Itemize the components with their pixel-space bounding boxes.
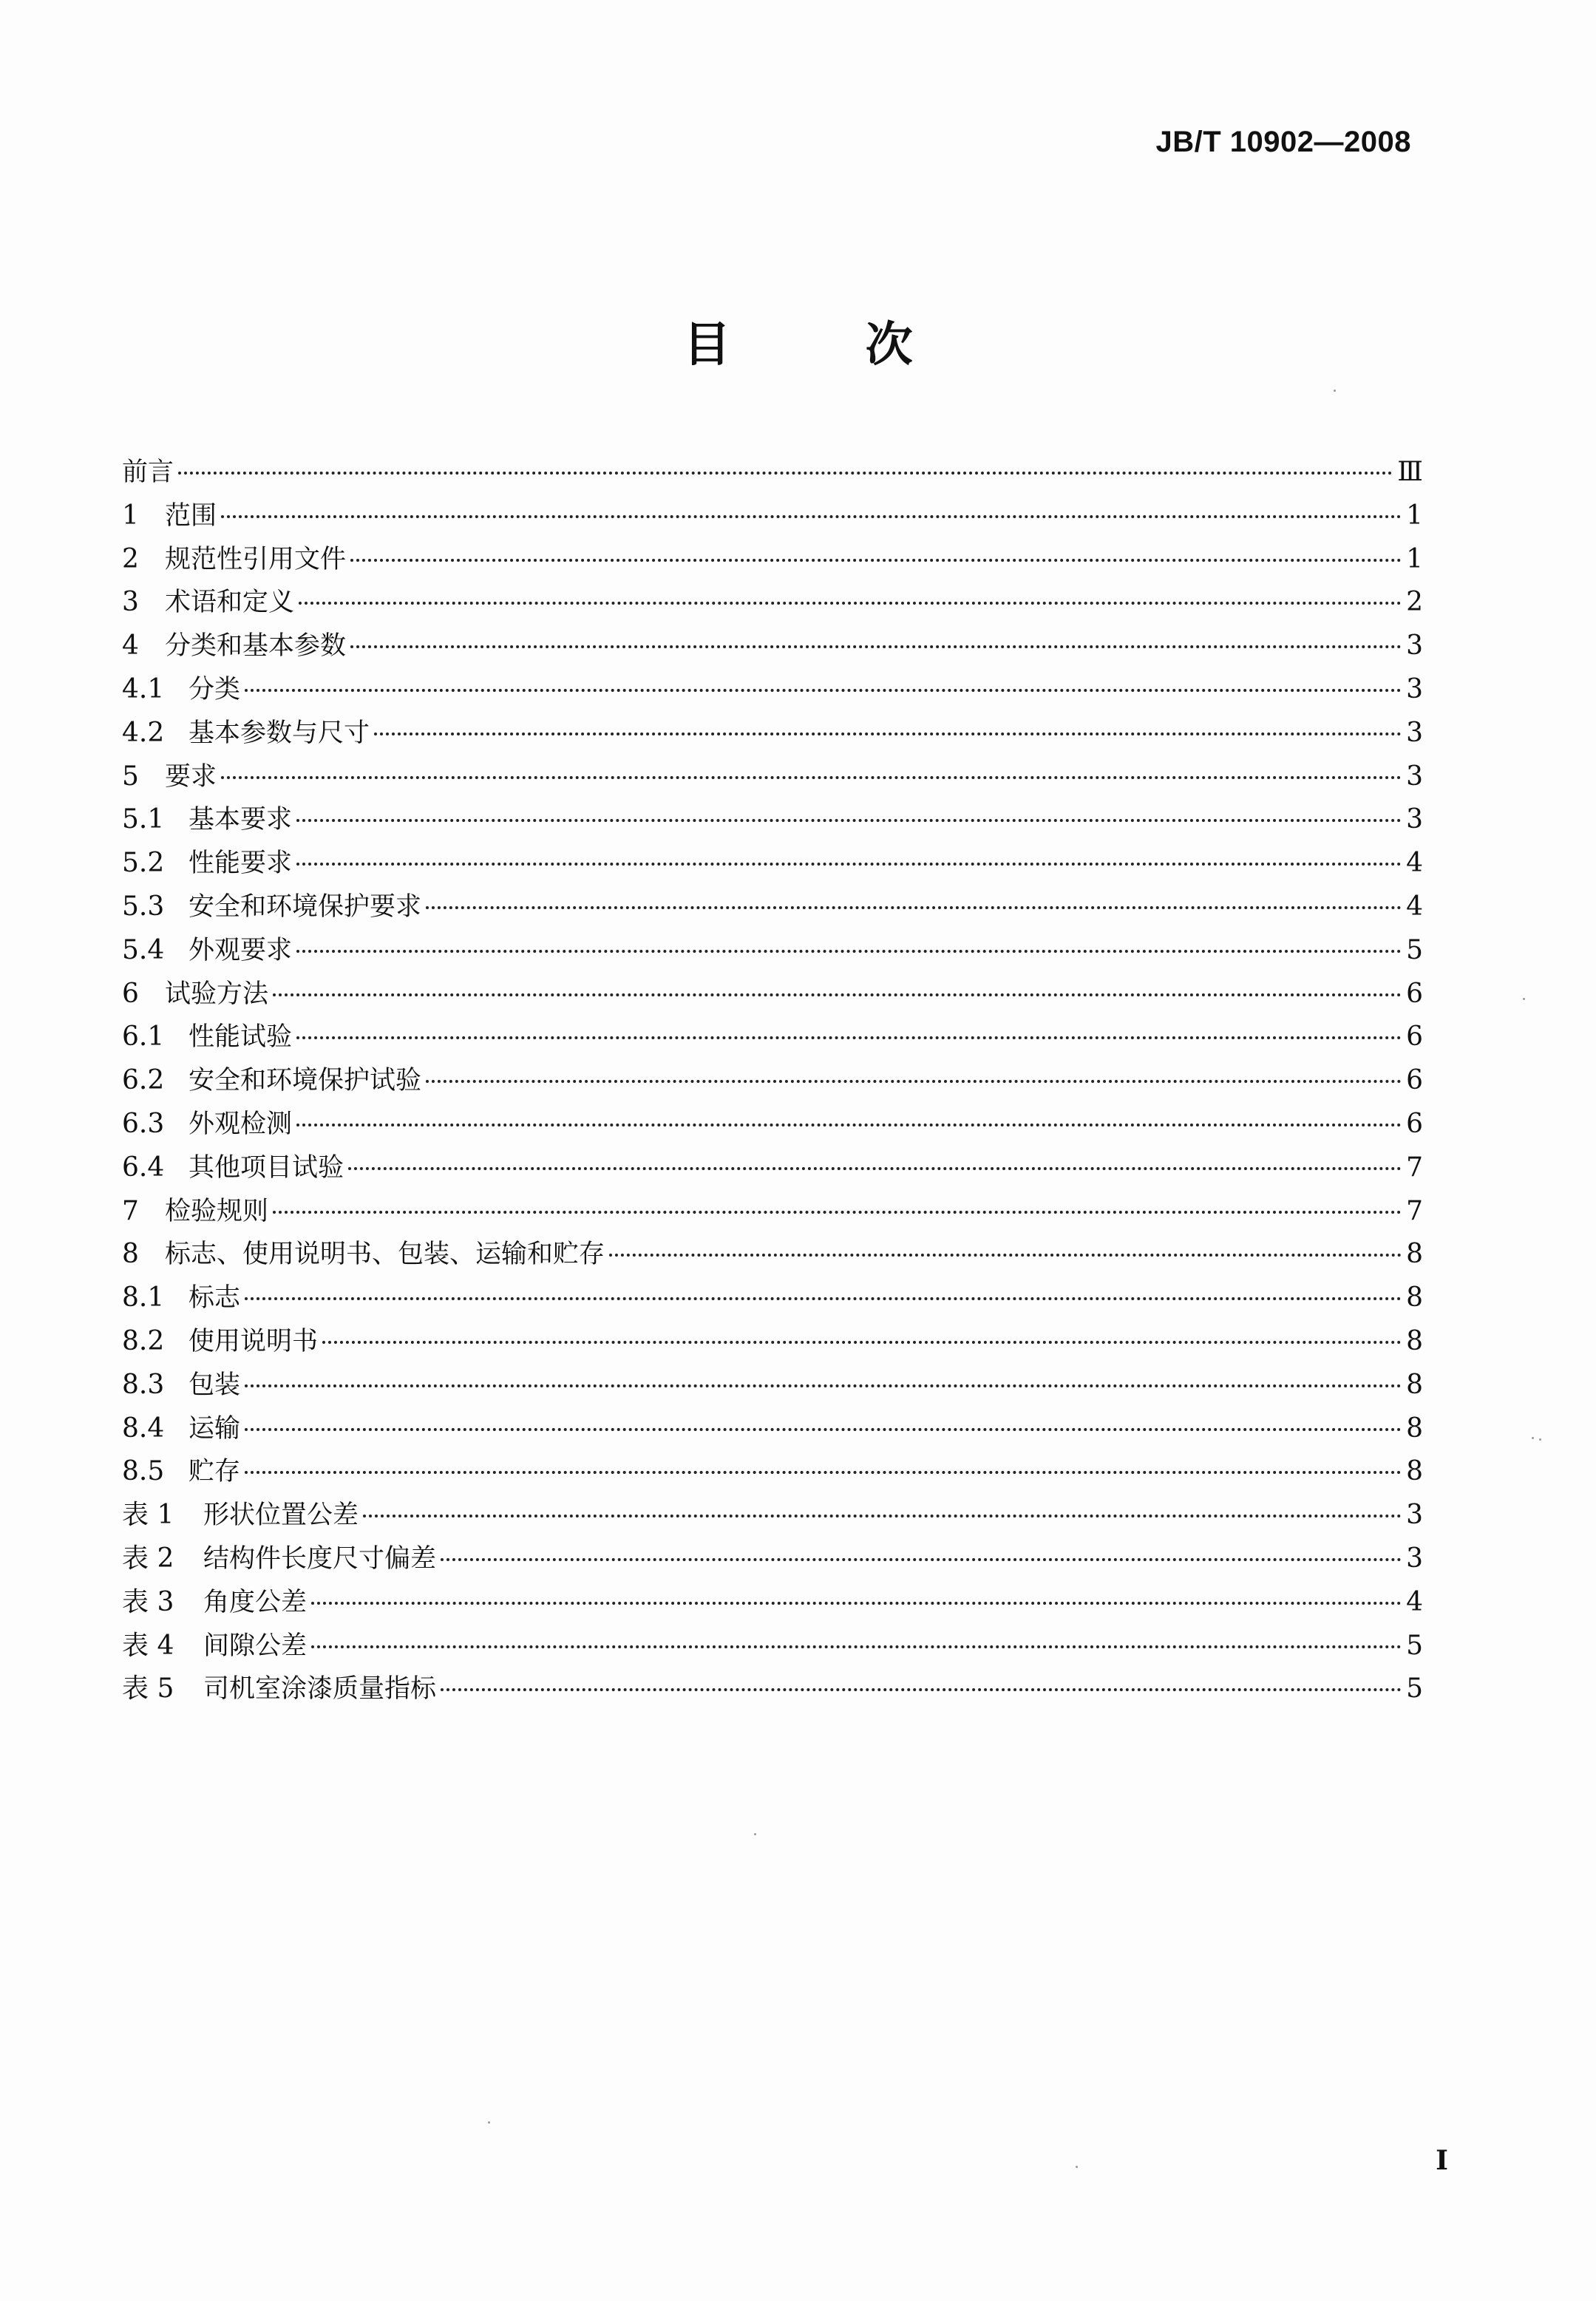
toc-entry-number: 6.2 [122, 1065, 165, 1096]
dot-leader [296, 1124, 1402, 1126]
toc-entry-label: 包装 [189, 1370, 241, 1400]
toc-entry-page: 3 [1406, 673, 1423, 704]
toc-entry-page: 3 [1406, 1500, 1423, 1531]
toc-entry-label: 间隙公差 [203, 1631, 308, 1661]
toc-entry[interactable] [122, 494, 1423, 538]
toc-entry-page: 3 [1406, 717, 1423, 748]
dot-leader [221, 776, 1402, 779]
toc-entry[interactable] [122, 886, 1423, 929]
page-number: I [1436, 2145, 1448, 2176]
dot-leader [426, 906, 1402, 909]
toc-entry-number: 7 [122, 1195, 139, 1226]
dot-leader [245, 1384, 1402, 1387]
dot-leader [245, 689, 1402, 692]
toc-entry-page: 3 [1406, 761, 1423, 792]
toc-entry-label: 司机室涂漆质量指标 [203, 1674, 437, 1704]
toc-entry-number: 5.3 [122, 891, 165, 922]
toc-entry-label: 检验规则 [165, 1196, 269, 1226]
toc-entry-page: 8 [1406, 1282, 1423, 1313]
toc-entry-number: 表 1 [122, 1500, 174, 1531]
toc-entry-number: 8.4 [122, 1413, 165, 1444]
dot-leader [245, 1471, 1402, 1474]
toc-entry[interactable] [122, 1625, 1423, 1668]
toc-entry-number: 8 [122, 1239, 139, 1270]
toc-entry[interactable] [122, 581, 1423, 625]
dot-leader [441, 1558, 1402, 1561]
toc-entry-number: 8.5 [122, 1456, 165, 1487]
toc-entry[interactable] [122, 625, 1423, 668]
toc-entry-number: 表 2 [122, 1543, 174, 1574]
toc-entry[interactable] [122, 1494, 1423, 1537]
toc-entry-label: 外观要求 [189, 935, 293, 965]
toc-entry-label: 安全和环境保护试验 [189, 1066, 422, 1096]
toc-entry-label: 贮存 [189, 1457, 241, 1487]
dot-leader [426, 1080, 1402, 1083]
toc-entry-number: 5 [122, 761, 139, 792]
toc-entry-label: 其他项目试验 [189, 1152, 344, 1183]
toc-entry-label: 基本参数与尺寸 [189, 718, 370, 748]
toc-entry-page: 7 [1406, 1195, 1423, 1226]
toc-entry-page: 8 [1406, 1239, 1423, 1270]
toc-entry-label: 形状位置公差 [203, 1500, 359, 1531]
toc-entry-page: 2 [1406, 587, 1423, 618]
toc-title: 目 次 [683, 318, 972, 373]
toc-entry-page: 8 [1406, 1413, 1423, 1444]
toc-entry-label: 外观检测 [189, 1109, 293, 1139]
toc-entry-page: 1 [1406, 500, 1423, 531]
toc-entry-label: 前言 [122, 458, 174, 487]
dot-leader [296, 950, 1402, 953]
standard-code: JB/T 10902—2008 [1155, 126, 1411, 158]
scan-speck [1076, 2166, 1078, 2168]
dot-leader [350, 645, 1402, 648]
scan-speck [1539, 1438, 1541, 1441]
toc-entry-number: 4.1 [122, 673, 165, 704]
toc-entry[interactable] [122, 1277, 1423, 1320]
toc-entry[interactable] [122, 1537, 1423, 1581]
dot-leader [273, 1211, 1402, 1214]
table-of-contents [122, 451, 1423, 1711]
scan-speck [1334, 390, 1336, 392]
toc-entry-page: 6 [1406, 1108, 1423, 1139]
dot-leader [441, 1688, 1402, 1691]
toc-entry-page: 3 [1406, 1543, 1423, 1574]
scan-speck [488, 2121, 490, 2124]
toc-entry[interactable] [122, 1407, 1423, 1451]
toc-entry-number: 6.1 [122, 1022, 165, 1053]
toc-entry-label: 术语和定义 [165, 588, 295, 618]
dot-leader [178, 472, 1393, 475]
toc-entry-number: 6.3 [122, 1108, 165, 1139]
dot-leader [322, 1341, 1402, 1344]
toc-entry-label: 要求 [165, 761, 217, 792]
toc-entry[interactable] [122, 1146, 1423, 1190]
dot-leader [221, 515, 1402, 518]
toc-entry-label: 结构件长度尺寸偏差 [203, 1543, 437, 1574]
toc-entry-page: 3 [1406, 631, 1423, 662]
toc-entry-page: 3 [1406, 804, 1423, 835]
toc-entry[interactable] [122, 668, 1423, 712]
toc-entry-label: 分类 [189, 674, 241, 704]
toc-entry-number: 5.1 [122, 804, 165, 835]
toc-entry-number: 8.2 [122, 1325, 165, 1356]
toc-entry-label: 基本要求 [189, 805, 293, 835]
toc-entry-number: 2 [122, 543, 139, 574]
toc-entry-label: 角度公差 [203, 1587, 308, 1617]
dot-leader [296, 1036, 1402, 1039]
dot-leader [311, 1602, 1402, 1605]
scan-speck [1532, 1437, 1534, 1439]
toc-entry-label: 试验方法 [165, 979, 269, 1009]
toc-entry-page: 5 [1406, 1673, 1423, 1704]
toc-entry-number: 8.1 [122, 1282, 165, 1313]
toc-entry[interactable] [122, 712, 1423, 755]
toc-entry-page: 5 [1406, 1630, 1423, 1661]
toc-entry-number: 1 [122, 500, 139, 531]
scan-speck [754, 1833, 756, 1835]
toc-entry[interactable] [122, 1668, 1423, 1711]
toc-entry[interactable] [122, 973, 1423, 1016]
toc-entry[interactable] [122, 1016, 1423, 1059]
dot-leader [299, 602, 1402, 605]
toc-entry[interactable] [122, 1103, 1423, 1146]
toc-entry-page: 6 [1406, 978, 1423, 1009]
dot-leader [296, 819, 1402, 822]
dot-leader [311, 1645, 1402, 1648]
toc-entry-page: 8 [1406, 1325, 1423, 1356]
toc-entry-label: 标志、使用说明书、包装、运输和贮存 [165, 1240, 605, 1270]
toc-entry-page: 1 [1406, 543, 1423, 574]
toc-entry-label: 分类和基本参数 [165, 631, 347, 662]
toc-entry-label: 运输 [189, 1413, 241, 1444]
toc-entry-label: 标志 [189, 1283, 241, 1313]
toc-entry-number: 3 [122, 587, 139, 618]
toc-entry-page: 7 [1406, 1152, 1423, 1183]
dot-leader [245, 1297, 1402, 1300]
toc-entry[interactable] [122, 1581, 1423, 1625]
toc-entry-number: 8.3 [122, 1369, 165, 1400]
toc-entry-number: 5.2 [122, 848, 165, 879]
toc-entry-label: 使用说明书 [189, 1326, 319, 1356]
dot-leader [350, 559, 1402, 562]
scan-speck [1523, 998, 1525, 1000]
toc-entry-number: 4.2 [122, 717, 165, 748]
toc-entry-page: 5 [1406, 934, 1423, 965]
toc-entry-label: 性能要求 [189, 849, 293, 879]
toc-entry-number: 6 [122, 978, 139, 1009]
toc-entry-label: 范围 [165, 500, 217, 531]
toc-entry-number: 表 4 [122, 1630, 174, 1661]
dot-leader [363, 1515, 1402, 1517]
toc-entry-page: 4 [1406, 891, 1423, 922]
toc-entry-page: Ⅲ [1397, 457, 1423, 487]
toc-entry[interactable] [122, 1059, 1423, 1103]
toc-entry[interactable] [122, 755, 1423, 799]
toc-entry-label: 安全和环境保护要求 [189, 891, 422, 922]
toc-entry-page: 8 [1406, 1369, 1423, 1400]
toc-entry[interactable] [122, 1190, 1423, 1234]
dot-leader [348, 1167, 1402, 1170]
toc-entry[interactable] [122, 451, 1423, 494]
toc-entry[interactable] [122, 1450, 1423, 1494]
toc-entry[interactable] [122, 842, 1423, 886]
toc-entry[interactable] [122, 798, 1423, 842]
toc-entry-page: 8 [1406, 1456, 1423, 1487]
toc-entry-page: 4 [1406, 848, 1423, 879]
dot-leader [296, 863, 1402, 866]
toc-entry-page: 6 [1406, 1065, 1423, 1096]
toc-entry[interactable] [122, 538, 1423, 582]
toc-entry-number: 4 [122, 631, 139, 662]
dot-leader [609, 1254, 1402, 1257]
dot-leader [273, 993, 1402, 996]
toc-entry-number: 6.4 [122, 1152, 165, 1183]
dot-leader [374, 733, 1402, 735]
toc-entry-page: 6 [1406, 1022, 1423, 1053]
toc-entry[interactable] [122, 1364, 1423, 1407]
toc-entry[interactable] [122, 1320, 1423, 1364]
toc-entry-page: 4 [1406, 1586, 1423, 1617]
toc-entry[interactable] [122, 929, 1423, 973]
dot-leader [245, 1428, 1402, 1431]
toc-entry-number: 表 5 [122, 1673, 174, 1704]
toc-entry[interactable] [122, 1233, 1423, 1277]
toc-entry-number: 表 3 [122, 1586, 174, 1617]
toc-entry-number: 5.4 [122, 934, 165, 965]
toc-entry-label: 规范性引用文件 [165, 544, 347, 574]
toc-entry-label: 性能试验 [189, 1022, 293, 1053]
